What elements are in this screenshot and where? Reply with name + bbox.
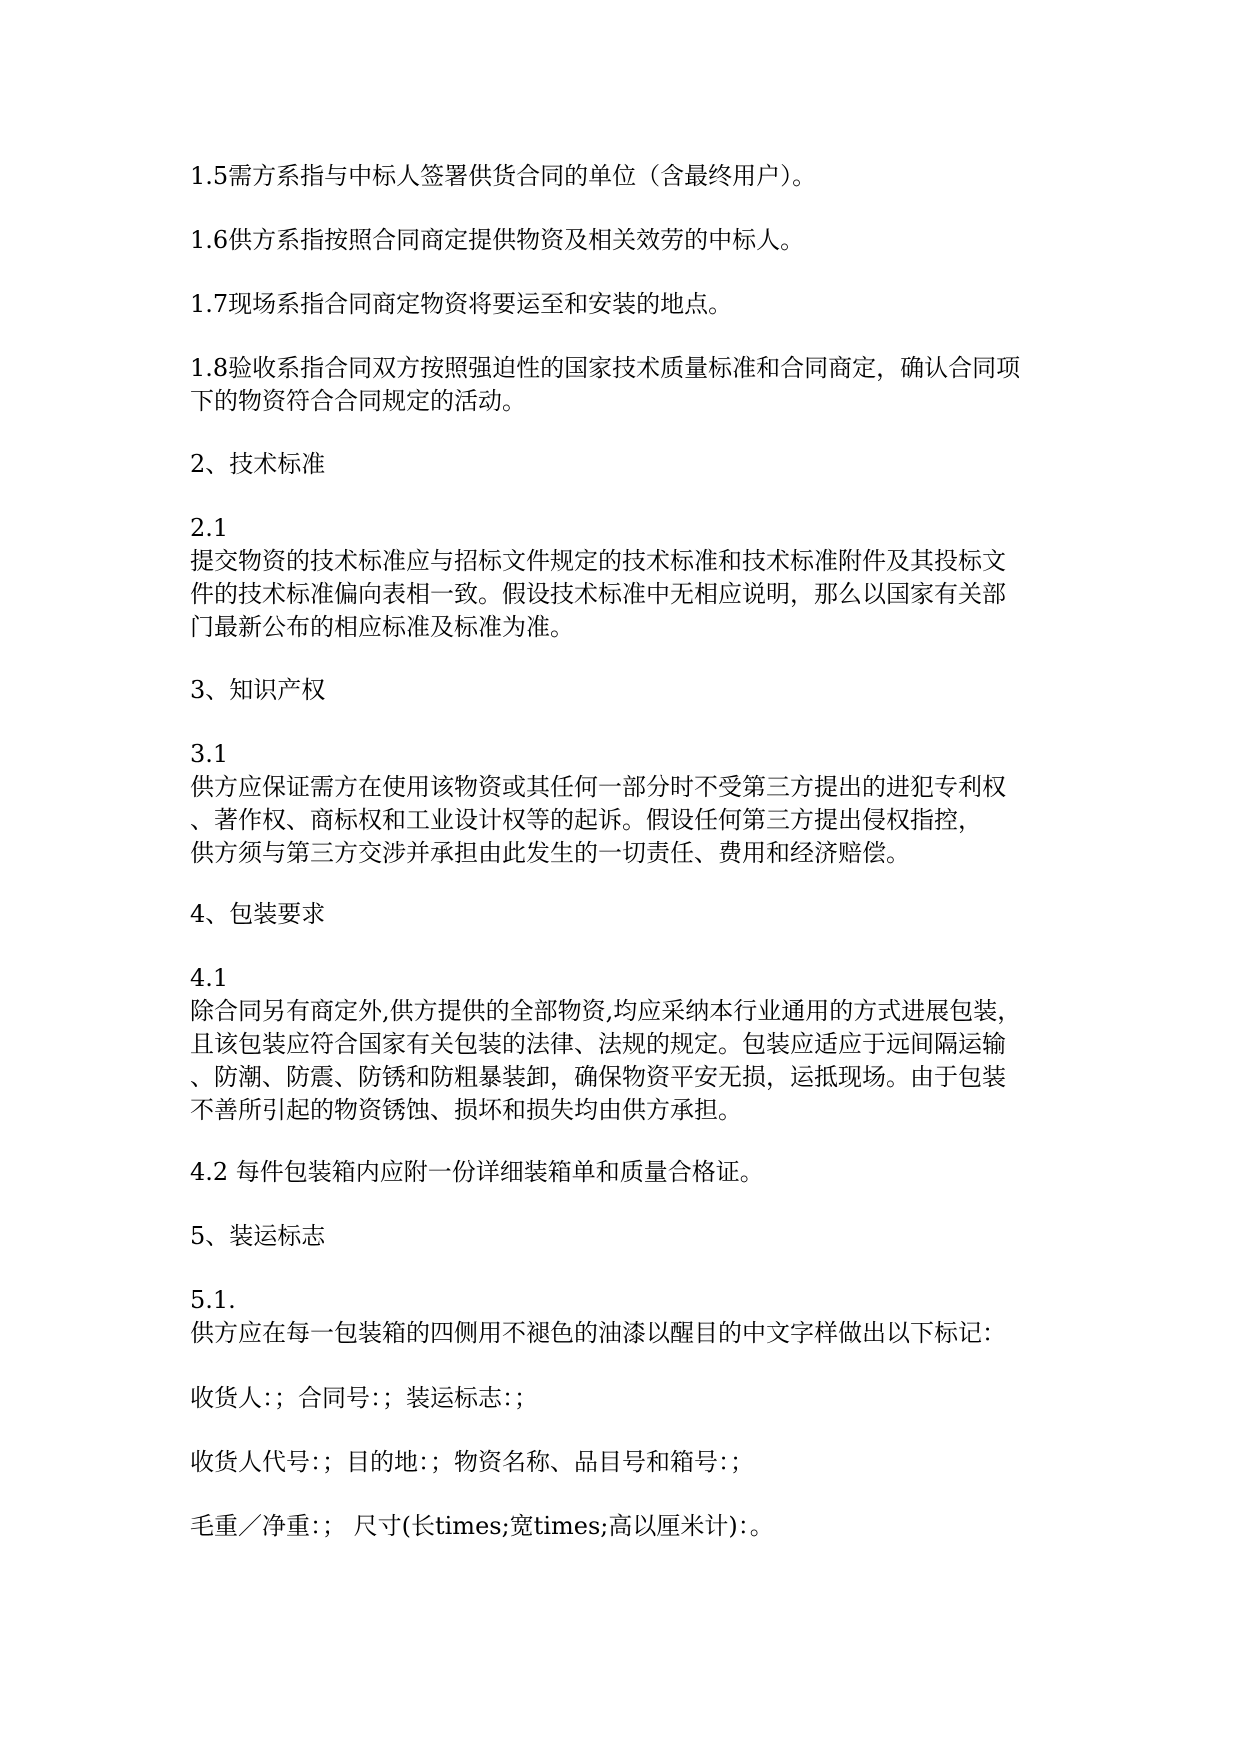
section-heading: 2、技术标准 <box>190 450 326 478</box>
clause-line: 1.5需方系指与中标人签署供货合同的单位（含最终用户）。 <box>190 162 817 190</box>
marking-line-3 <box>190 1510 1070 1543</box>
clause-line: 4.2 每件包装箱内应附一份详细装箱单和质量合格证。 <box>190 1158 764 1186</box>
clause-line: 件的技术标准偏向表相一致。假设技术标准中无相应说明，那么以国家有关部 <box>190 580 1006 608</box>
clause-line: 且该包装应符合国家有关包装的法律、法规的规定。包装应适应于远间隔运输 <box>190 1030 1006 1058</box>
clause-line: 不善所引起的物资锈蚀、损坏和损失均由供方承担。 <box>190 1096 742 1124</box>
clause-5-1 <box>190 1284 1070 1350</box>
section-heading: 4、包装要求 <box>190 900 326 928</box>
clause-line: 除合同另有商定外,供方提供的全部物资,均应采纳本行业通用的方式进展包装， <box>190 997 1022 1025</box>
section-heading: 3、知识产权 <box>190 676 326 704</box>
clause-1-8 <box>190 352 1070 418</box>
section-heading-3 <box>190 674 1070 707</box>
document-page <box>190 0 1070 1754</box>
clause-line: 1.8验收系指合同双方按照强迫性的国家技术质量标准和合同商定，确认合同项 <box>190 354 1021 382</box>
clause-number: 3.1 <box>190 740 229 768</box>
section-heading-5 <box>190 1220 1070 1253</box>
clause-1-6 <box>190 224 1070 257</box>
clause-line: 供方应保证需方在使用该物资或其任何一部分时不受第三方提出的进犯专利权 <box>190 773 1006 801</box>
clause-4-2 <box>190 1156 1070 1189</box>
clause-line: 1.6供方系指按照合同商定提供物资及相关效劳的中标人。 <box>190 226 805 254</box>
clause-2-1 <box>190 512 1070 644</box>
marking-line: 毛重／净重：； 尺寸(长times;宽times;高以厘米计)：。 <box>190 1512 774 1540</box>
clause-line: 、著作权、商标权和工业设计权等的起诉。假设任何第三方提出侵权指控， <box>190 806 982 834</box>
clause-number: 5.1. <box>190 1286 236 1314</box>
marking-line: 收货人代号：；目的地：；物资名称、品目号和箱号：； <box>190 1448 754 1476</box>
clause-line: 门最新公布的相应标准及标准为准。 <box>190 613 574 641</box>
section-heading-4 <box>190 898 1070 931</box>
clause-4-1 <box>190 962 1070 1127</box>
clause-line: 1.7现场系指合同商定物资将要运至和安装的地点。 <box>190 290 733 318</box>
marking-line-2 <box>190 1446 1070 1479</box>
section-heading-2 <box>190 448 1070 481</box>
clause-line: 提交物资的技术标准应与招标文件规定的技术标准和技术标准附件及其投标文 <box>190 547 1006 575</box>
marking-line-1 <box>190 1382 1070 1415</box>
section-heading: 5、装运标志 <box>190 1222 326 1250</box>
clause-3-1 <box>190 738 1070 870</box>
clause-line: 、防潮、防震、防锈和防粗暴装卸，确保物资平安无损，运抵现场。由于包装 <box>190 1063 1006 1091</box>
clause-1-5 <box>190 160 1070 193</box>
clause-number: 4.1 <box>190 964 229 992</box>
clause-line: 下的物资符合合同规定的活动。 <box>190 387 526 415</box>
clause-number: 2.1 <box>190 514 229 542</box>
clause-line: 供方须与第三方交涉并承担由此发生的一切责任、费用和经济赔偿。 <box>190 839 910 867</box>
clause-line: 供方应在每一包装箱的四侧用不褪色的油漆以醒目的中文字样做出以下标记： <box>190 1319 1006 1347</box>
clause-1-7 <box>190 288 1070 321</box>
marking-line: 收货人：；合同号：；装运标志：； <box>190 1384 538 1412</box>
